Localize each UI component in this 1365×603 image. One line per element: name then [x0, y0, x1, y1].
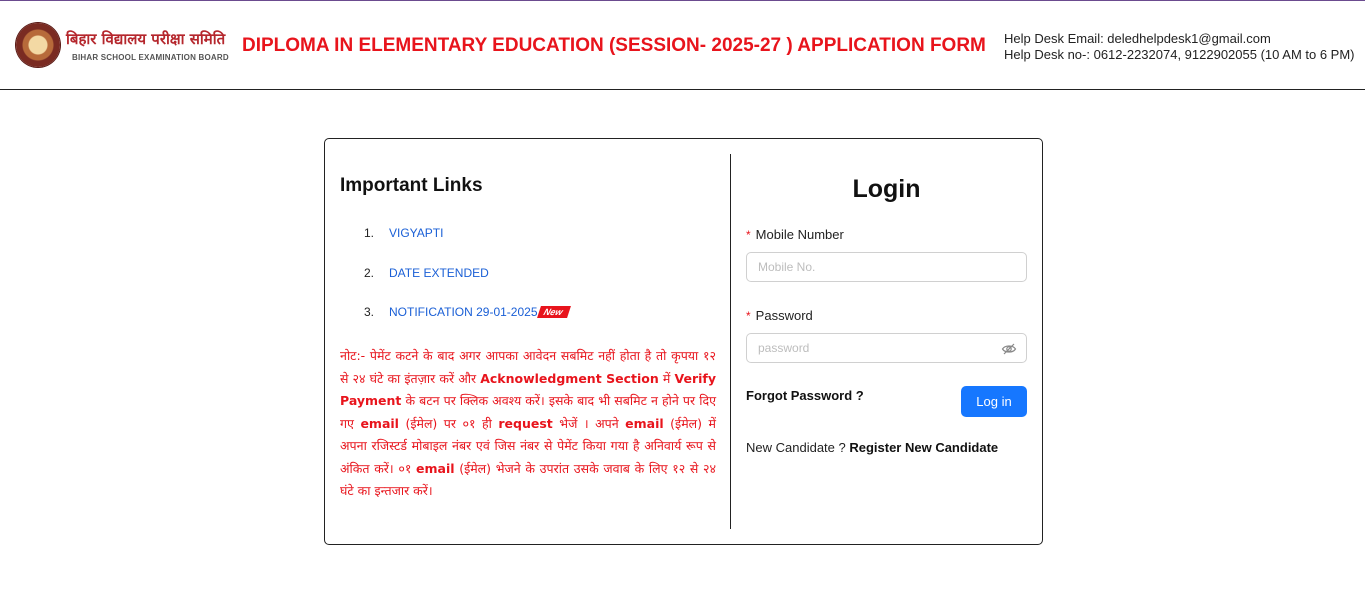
register-new-candidate-link[interactable]: Register New Candidate: [849, 440, 999, 455]
payment-note: [340, 345, 716, 503]
new-badge: New: [537, 306, 570, 318]
note-text: में: [658, 370, 675, 386]
note-text: (ईमेल) भेजने के उपरांत उसके जवाब के लिए १२ से २४ घंटे का इन्तजार करें।: [340, 460, 716, 498]
note-bold: Verify Payment: [340, 370, 716, 408]
notification-link[interactable]: NOTIFICATION 29-01-2025: [389, 305, 538, 319]
link-number: 1.: [364, 226, 375, 240]
date-extended-link[interactable]: DATE EXTENDED: [389, 266, 489, 280]
main-card: [324, 138, 1043, 545]
password-label: [746, 308, 813, 323]
link-item-notification: [364, 305, 568, 319]
help-desk-phone: Help Desk no-: 0612-2232074, 9122902055 (10 AM to 6 PM): [1004, 47, 1355, 62]
password-label-text: Password: [755, 308, 813, 323]
login-title: Login: [852, 175, 921, 203]
new-candidate-row: [746, 440, 998, 455]
note-text: नोट:- पेमेंट कटने के बाद अगर आपका आवेदन सबमिट नहीं होता है तो कृपया १२ से २४ घंटे का इंतज़ार करें और: [340, 348, 716, 386]
link-item-vigyapti: [364, 226, 443, 240]
note-bold: email: [625, 415, 664, 431]
login-button[interactable]: Log in: [961, 386, 1027, 417]
important-links-title: Important Links: [340, 175, 483, 196]
logo-hindi-text: बिहार विद्यालय परीक्षा समिति: [66, 30, 226, 48]
password-input[interactable]: [746, 333, 1027, 363]
required-mark: *: [746, 309, 751, 323]
forgot-password-link[interactable]: Forgot Password ?: [746, 388, 864, 403]
help-desk: [1004, 31, 1355, 63]
required-mark: *: [746, 228, 751, 242]
link-number: 2.: [364, 266, 375, 280]
note-bold: request: [498, 415, 553, 431]
note-bold: email: [360, 415, 399, 431]
bseb-logo-icon: [16, 23, 60, 67]
help-desk-email: Help Desk Email: deledhelpdesk1@gmail.com: [1004, 31, 1271, 46]
note-text: (ईमेल) में अपना रजिस्टर्ड मोबाइल नंबर एवं जिस नंबर से पेमेंट किया गया है अनिवार्य रूप से अंकित करें। ०१: [340, 415, 716, 476]
new-candidate-text: New Candidate ?: [746, 440, 850, 455]
note-text: भेजें । अपने: [552, 415, 626, 431]
note-bold: Acknowledgment Section: [480, 370, 659, 386]
vigyapti-link[interactable]: VIGYAPTI: [389, 226, 444, 240]
panel-divider: [730, 154, 731, 529]
link-item-date-extended: [364, 266, 489, 280]
note-bold: email: [416, 460, 455, 476]
site-header: [0, 1, 1365, 90]
note-text: के बटन पर क्लिक अवश्य करें। इसके बाद भी सबमिट न होने पर दिए गए: [340, 393, 716, 431]
link-number: 3.: [364, 305, 375, 319]
page-title: DIPLOMA IN ELEMENTARY EDUCATION (SESSION- 2025-27 ) APPLICATION FORM: [242, 35, 986, 56]
mobile-label-text: Mobile Number: [755, 227, 844, 242]
logo-english-text: BIHAR SCHOOL EXAMINATION BOARD: [72, 53, 229, 62]
note-text: (ईमेल) पर ०१ ही: [398, 415, 499, 431]
mobile-number-input[interactable]: [746, 252, 1027, 282]
mobile-number-label: [746, 227, 844, 242]
eye-hidden-icon[interactable]: [1001, 341, 1017, 357]
